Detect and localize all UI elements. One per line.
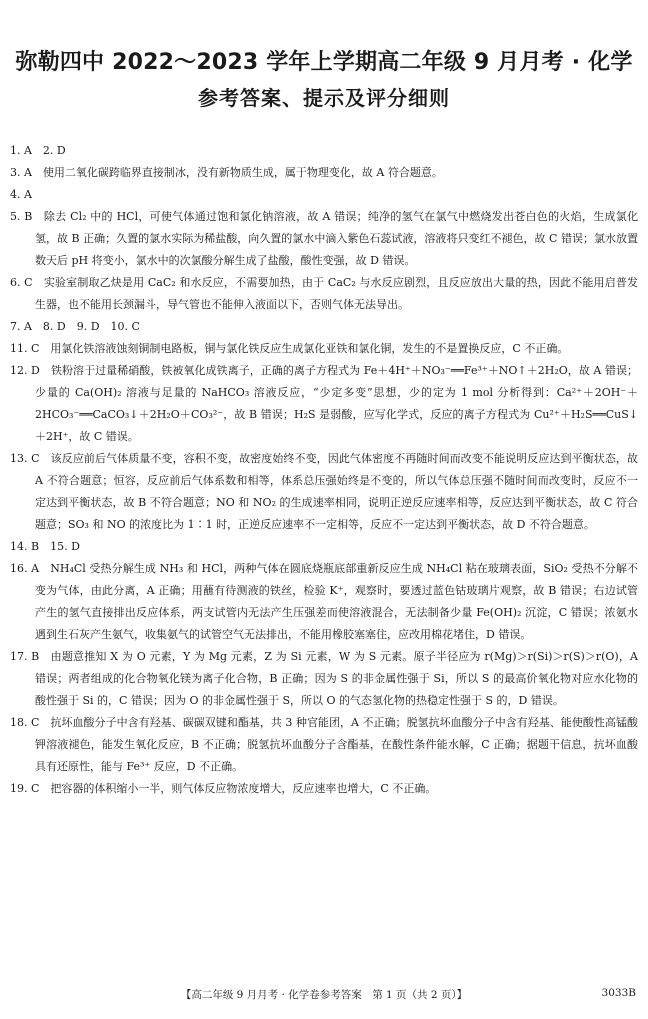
answer-item-18: 18. C 抗坏血酸分子中含有羟基、碳碳双键和酯基，共 3 种官能团，A 不正确；脱氢抗坏血酸分子中含有羟基、能使酸性高锰酸钾溶液褪色，能发生氧化反应，B 不正确；脱氢抗坏血酸分子含酯基，在酸性条件能水解，C 正确；据题干信息，抗坏血酸具有还原性，能与 Fe³⁺ 反应，D 不正确。 xyxy=(10,716,638,773)
answer-item-11: 11. C 用氯化铁溶液蚀刻铜制电路板，铜与氯化铁反应生成氯化亚铁和氯化铜，发生的不是置换反应，C 不正确。 xyxy=(10,342,569,355)
answer-list xyxy=(10,140,638,800)
answer-item-12: 12. D 铁粉溶于过量稀硝酸，铁被氧化成铁离子，正确的离子方程式为 Fe＋4H⁺＋NO₃⁻══Fe³⁺＋NO↑＋2H₂O，故 A 错误；少量的 Ca(OH)₂ 溶液与足量的 NaHCO₃ 溶液反应，“少定多变”思想，少的定为 1 mol 分析得到：Ca²⁺＋2OH⁻＋2HCO₃⁻══CaCO₃↓＋2H₂O＋CO₃²⁻，故 B 错误；H₂S 是弱酸，应写化学式，反应的离子方程式为 Cu²⁺＋H₂S══CuS↓＋2H⁺，故 C 错误。 xyxy=(10,364,638,443)
answer-item-6: 6. C 实验室制取乙炔是用 CaC₂ 和水反应，不需要加热，由于 CaC₂ 与水反应剧烈，且反应放出大量的热，因此不能用启普发生器，也不能用长颈漏斗，导气管也不能伸入液面以下，否则气体无法导出。 xyxy=(10,276,638,311)
page-subtitle: 参考答案、提示及评分细则 xyxy=(198,86,450,110)
answer-item-19: 19. C 把容器的体积缩小一半，则气体反应物浓度增大，反应速率也增大，C 不正确。 xyxy=(10,782,437,795)
answer-item-13: 13. C 该反应前后气体质量不变，容积不变，故密度始终不变，因此气体密度不再随时间而改变不能说明反应达到平衡状态，故 A 不符合题意；恒容，反应前后气体系数和相等，体系总压强始终是不变的，所以气体总压强不随时间而改变时，反应不一定达到平衡状态，故 B 不符合题意；NO 和 NO₂ 的生成速率相同，说明正逆反应速率相等，反应达到平衡状态，故 C 符合题意；SO₃ 和 NO 的浓度比为 1∶1 时，正逆反应速率不一定相等，反应不一定达到平衡状态，故 D 不符合题意。 xyxy=(10,452,638,531)
page-title: 弥勒四中 2022～2023 学年上学期高二年级 9 月月考 · 化学 xyxy=(15,50,633,75)
answer-item-14-15: 14. B 15. D xyxy=(10,540,80,553)
answer-item-1-2: 1. A 2. D xyxy=(10,144,66,157)
answer-item-7-10: 7. A 8. D 9. D 10. C xyxy=(10,320,140,333)
answer-item-3: 3. A 使用二氧化碳跨临界直接制冰，没有新物质生成，属于物理变化，故 A 符合题意。 xyxy=(10,166,443,179)
answer-item-16: 16. A NH₄Cl 受热分解生成 NH₃ 和 HCl，两种气体在圆底烧瓶底部重新反应生成 NH₄Cl 粘在玻璃表面，SiO₂ 受热不分解不变为气体，由此分离，A 正确；用蘸有待测液的铁丝，检验 K⁺，观察时，要透过蓝色钴玻璃片观察，故 B 错误；右边试管产生的氢气直接排出反应体系，两支试管内无法产生压强差而使溶液混合，无法制备少量 Fe(OH)₂ 沉淀，C 错误；浓氨水遇到生石灰产生氨气，收集氨气的试管空气无法排出，不能用橡胶塞塞住，应改用棉花堵住，D 错误。 xyxy=(10,562,638,641)
page-footer: 【高二年级 9 月月考 · 化学卷参考答案 第 1 页（共 2 页）】 xyxy=(180,989,468,1001)
answer-item-17: 17. B 由题意推知 X 为 O 元素，Y 为 Mg 元素，Z 为 Si 元素，W 为 S 元素。原子半径应为 r(Mg)＞r(Si)＞r(S)＞r(O)，A 错误；两者组成的化合物氧化镁为离子化合物，B 正确；因为 S 的非金属性强于 Si，所以 S 的最高价氧化物对应水化物的酸性强于 Si 的，C 错误；因为 O 的非金属性强于 S，所以 O 的气态氢化物的热稳定性强于 S 的，D 错误。 xyxy=(10,650,638,707)
answer-item-4: 4. A xyxy=(10,188,32,201)
answer-item-5: 5. B 除去 Cl₂ 中的 HCl，可使气体通过饱和氯化钠溶液，故 A 错误；纯净的氢气在氯气中燃烧发出苍白色的火焰，生成氯化氢，故 B 正确；久置的氯水实际为稀盐酸，向久置的氯水中滴入紫色石蕊试液，溶液将只变红不褪色，故 C 错误；氯水放置数天后 pH 将变小，氯水中的次氯酸分解生成了盐酸，酸性变强，故 D 错误。 xyxy=(10,210,638,267)
paper-code: 3033B xyxy=(601,987,636,999)
